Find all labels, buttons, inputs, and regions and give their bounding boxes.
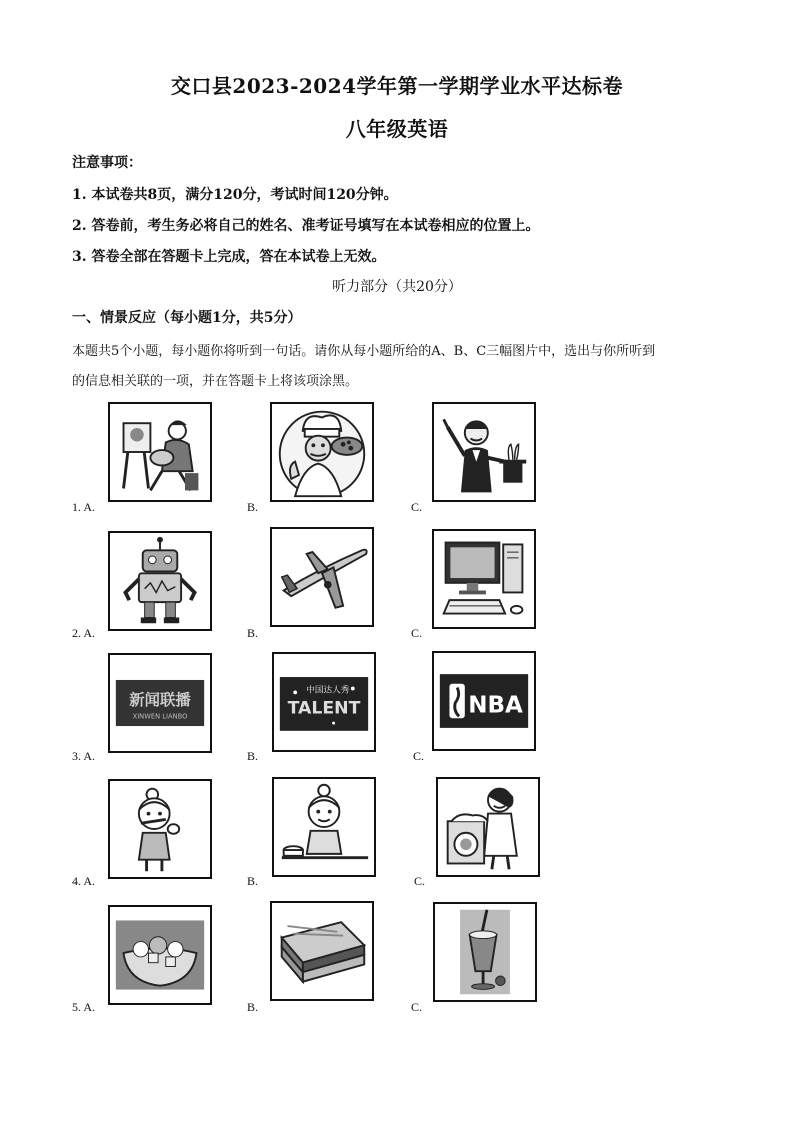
q4-option-b-picture — [272, 777, 376, 877]
computer-icon — [434, 531, 534, 627]
q1-option-c-picture — [432, 402, 536, 502]
instructions-line-2: 的信息相关联的一项，并在答题卡上将该项涂黑。 — [72, 374, 359, 389]
q5-option-a-picture — [108, 905, 212, 1005]
exam-title: 交口县2023-2024学年第一学期学业水平达标卷 — [170, 74, 624, 98]
sandwich-icon — [272, 903, 372, 999]
q3-label-a: 3. A. — [72, 749, 96, 763]
magician-icon — [434, 404, 534, 500]
q3-label-b: B. — [247, 749, 259, 763]
q1-label-b: B. — [247, 500, 259, 514]
section-title: 一、情景反应（每小题1分，共5分） — [72, 310, 302, 326]
listening-part-title: 听力部分（共20分） — [332, 279, 462, 295]
notice-heading: 注意事项： — [72, 155, 142, 171]
news-logo-pinyin: XINWEN LIANBO — [132, 712, 188, 721]
q5-label-b: B. — [247, 1000, 259, 1014]
notice-item-2: 2. 答卷前，考生务必将自己的姓名、准考证号填写在本试卷相应的位置上。 — [72, 218, 540, 234]
q2-option-b-picture — [270, 527, 374, 627]
talent-show-logo-icon — [274, 654, 374, 750]
q1-option-b-picture — [270, 402, 374, 502]
q1-label-c: C. — [411, 500, 423, 514]
q3-option-a-picture — [108, 653, 212, 753]
nba-logo-icon — [434, 653, 534, 749]
instructions-line-1: 本题共5个小题，每小题你将听到一句话。请你从每小题所给的A、B、C三幅图片中，选出与你所听到 — [72, 344, 656, 359]
talent-show-chinese: 中国达人秀 — [306, 685, 350, 696]
news-logo-icon — [110, 655, 210, 751]
q2-option-a-picture — [108, 531, 212, 631]
q4-label-a: 4. A. — [72, 874, 96, 888]
q4-option-a-picture — [108, 779, 212, 879]
robot-icon — [110, 533, 210, 629]
q1-option-a-picture — [108, 402, 212, 502]
q5-option-b-picture — [270, 901, 374, 1001]
salad-bowl-icon — [110, 907, 210, 1003]
exam-subtitle: 八年级英语 — [345, 117, 449, 141]
girl-washing-dishes-icon — [274, 779, 374, 875]
q3-option-b-picture — [272, 652, 376, 752]
q2-label-a: 2. A. — [72, 626, 96, 640]
q4-option-c-picture — [436, 777, 540, 877]
q4-label-c: C. — [414, 874, 426, 888]
q2-option-c-picture — [432, 529, 536, 629]
q3-option-c-picture — [432, 651, 536, 751]
airplane-icon — [272, 529, 372, 625]
milkshake-icon — [435, 904, 535, 1000]
girl-brushing-teeth-icon — [110, 781, 210, 877]
q2-label-c: C. — [411, 626, 423, 640]
q1-label-a: 1. A. — [72, 500, 96, 514]
q4-label-b: B. — [247, 874, 259, 888]
woman-laundry-icon — [438, 779, 538, 875]
artist-painting-icon — [110, 404, 210, 500]
chef-pizza-icon — [272, 404, 372, 500]
notice-item-1: 1. 本试卷共8页，满分120分，考试时间120分钟。 — [72, 187, 398, 203]
q3-label-c: C. — [413, 749, 425, 763]
nba-logo-text: NBA — [468, 692, 523, 719]
notice-item-3: 3. 答卷全部在答题卡上完成，答在本试卷上无效。 — [72, 249, 386, 265]
news-logo-text: 新闻联播 — [129, 690, 191, 709]
q5-label-c: C. — [411, 1000, 423, 1014]
q5-option-c-picture — [433, 902, 537, 1002]
talent-show-word: TALENT — [287, 698, 361, 719]
q2-label-b: B. — [247, 626, 259, 640]
q5-label-a: 5. A. — [72, 1000, 96, 1014]
